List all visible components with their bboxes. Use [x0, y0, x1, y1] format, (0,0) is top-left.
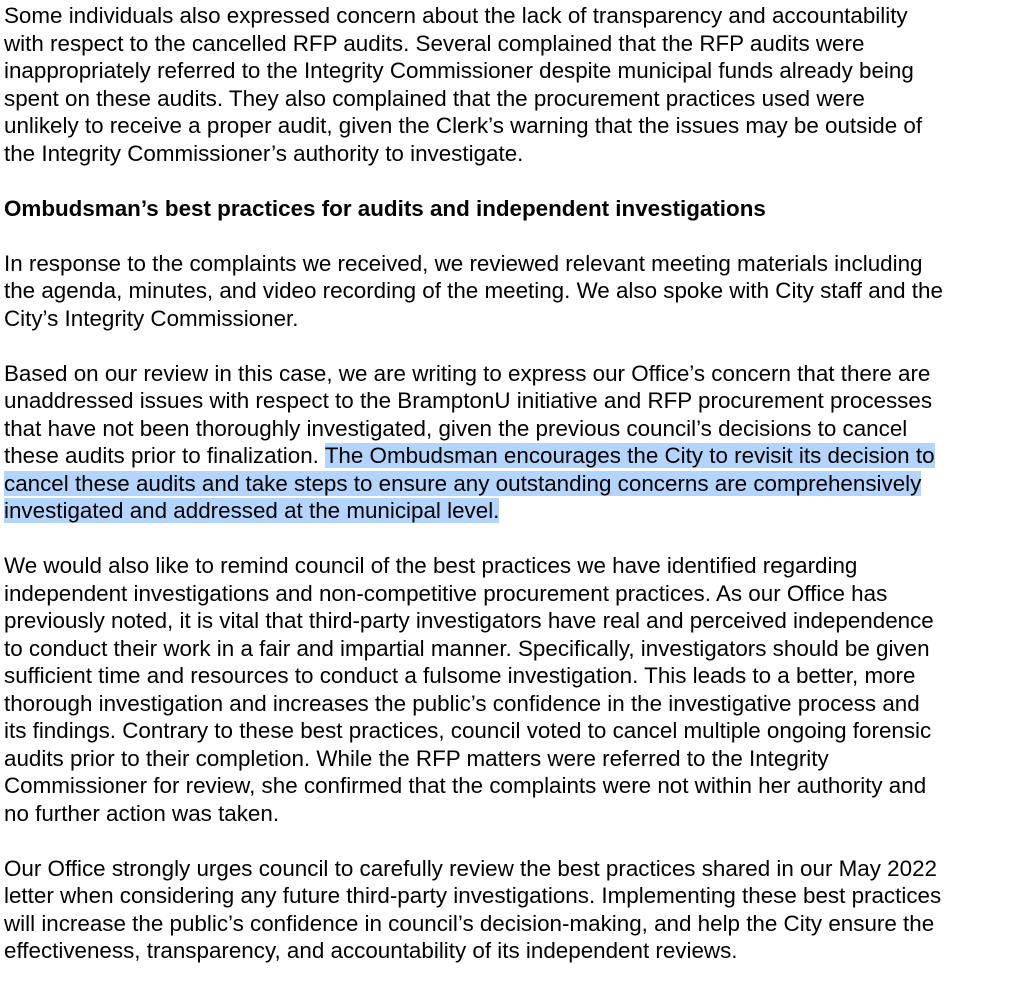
text-line: inappropriately referred to the Integrity Commissioner despite municipal funds already being — [4, 58, 914, 83]
text-line: to conduct their work in a fair and impartial manner. Specifically, investigators should be given — [4, 635, 930, 661]
text-line: will increase the public’s confidence in council’s decision-making, and help the City ensure the — [4, 910, 935, 936]
text-line: City’s Integrity Commissioner. — [4, 305, 299, 331]
paragraph-spacer — [4, 525, 1014, 553]
text-line: independent investigations and non-competitive procurement practices. As our Office has — [4, 580, 888, 606]
text-line: audits prior to their completion. While the RFP matters were referred to the Integrity — [4, 745, 829, 771]
paragraph-recommendation — [4, 855, 1014, 965]
text-line: unaddressed issues with respect to the BramptonU initiative and RFP procurement processes — [4, 388, 933, 413]
text-line: unlikely to receive a proper audit, given the Clerk’s warning that the issues may be outside of — [4, 113, 923, 138]
text-line — [4, 470, 1014, 498]
section-heading: Ombudsman’s best practices for audits and independent investigations — [4, 195, 766, 221]
paragraph-spacer — [4, 827, 1014, 855]
plain-text: these audits prior to finalization. — [4, 443, 325, 468]
highlighted-text-selection[interactable]: The Ombudsman encourages the City to revisit its decision to — [324, 443, 935, 468]
text-line: the agenda, minutes, and video recording of the meeting. We also spoke with City staff and the — [4, 278, 943, 303]
text-line: the Integrity Commissioner’s authority to investigate. — [4, 140, 524, 166]
highlighted-text-selection[interactable]: investigated and addressed at the municipal level. — [4, 498, 500, 523]
paragraph-concern-statement — [4, 360, 1014, 525]
text-line-mixed — [4, 442, 1014, 470]
text-line: no further action was taken. — [4, 800, 280, 826]
paragraph-best-practices — [4, 552, 1014, 827]
paragraph-spacer — [4, 167, 1014, 195]
highlighted-text-selection[interactable]: cancel these audits and take steps to ensure any outstanding concerns are comprehensively — [4, 470, 922, 496]
text-line: Our Office strongly urges council to carefully review the best practices shared in our May 2022 — [4, 855, 937, 881]
text-line: with respect to the cancelled RFP audits. Several complained that the RFP audits were — [4, 30, 865, 56]
paragraph-spacer — [4, 222, 1014, 250]
text-line: Some individuals also expressed concern about the lack of transparency and accountability — [4, 3, 908, 28]
text-line: previously noted, it is vital that third-party investigators have real and perceived independence — [4, 608, 934, 633]
text-line: Commissioner for review, she confirmed that the complaints were not within her authority and — [4, 773, 927, 798]
text-line: effectiveness, transparency, and accountability of its independent reviews. — [4, 938, 738, 963]
paragraph-review — [4, 250, 1014, 333]
text-line: We would also like to remind council of the best practices we have identified regarding — [4, 553, 858, 578]
text-line — [4, 497, 1014, 525]
text-line: spent on these audits. They also complained that the procurement practices used were — [4, 85, 865, 111]
document-page — [4, 2, 1014, 965]
text-line: its findings. Contrary to these best practices, council voted to cancel multiple ongoing forensic — [4, 718, 932, 743]
paragraph-spacer — [4, 332, 1014, 360]
text-line: In response to the complaints we received, we reviewed relevant meeting materials including — [4, 250, 923, 276]
text-line: sufficient time and resources to conduct a fulsome investigation. This leads to a better, more — [4, 663, 916, 688]
text-line: that have not been thoroughly investigated, given the previous council’s decisions to cancel — [4, 415, 908, 441]
text-line: letter when considering any future third-party investigations. Implementing these best practices — [4, 883, 942, 908]
paragraph-concerns — [4, 2, 1014, 167]
text-line: thorough investigation and increases the public’s confidence in the investigative process and — [4, 690, 920, 716]
text-line: Based on our review in this case, we are writing to express our Office’s concern that there are — [4, 360, 931, 386]
